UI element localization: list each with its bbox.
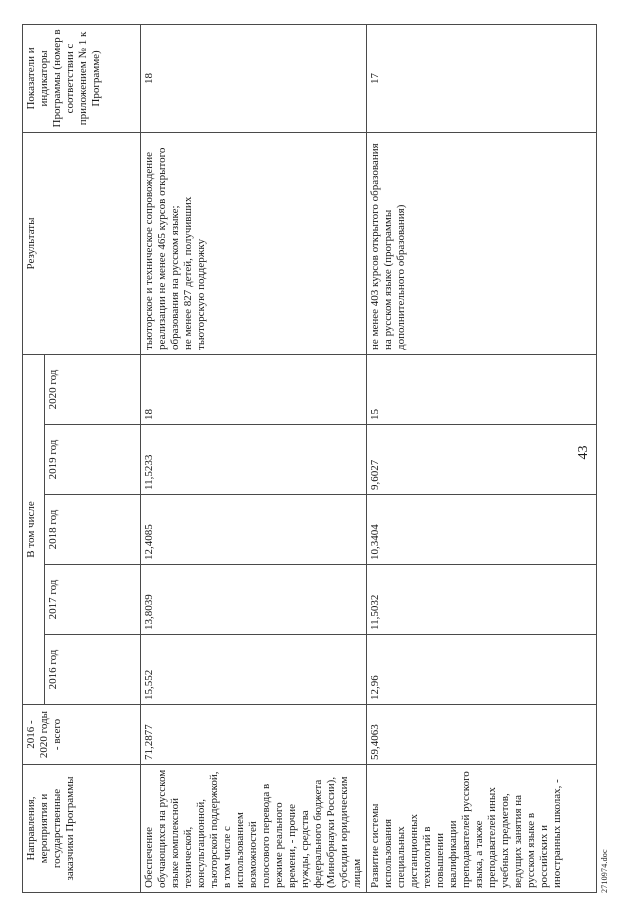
page-number: 43 [576,445,591,460]
header-results: Результаты [23,132,141,354]
row-results: тьюторское и техническое сопровождение реализации не менее 465 курсов открытого образования на русском языке; не менее 827 детей, получивших тьюторскую поддержку [141,132,367,354]
row-2020: 15 [367,354,597,424]
row-2019: 9,6027 [367,425,597,495]
row-direction: Обеспечение обучающихся на русском языке комплексной технической, консультационной, тьюторской поддержкой, в том числе с использованием возможностей голосового перевода в режиме реального времени, - прочие нужды, средства федерального бюджета (Минобрнауки России), субсидии юридическим лицам [141,765,367,893]
program-table [22,24,597,893]
header-including: В том числе [23,354,45,704]
row-2020: 18 [141,354,367,424]
table-row [367,24,597,892]
row-2018: 12,4085 [141,495,367,565]
row-2016: 15,552 [141,635,367,705]
header-2016: 2016 год [45,635,141,705]
document-id: 2710974.doc [600,849,609,893]
row-results: не менее 403 курсов открытого образования на русском языке (программы дополнительного образования) [367,132,597,354]
row-direction: Развитие системы использования специальных дистанционных технологий в повышении квалификации преподавателей русского языка, а также преподавателей иных учебных предметов, ведущих занятия на русском языке в российских и иностранных школах, - [367,765,597,893]
row-2016: 12,96 [367,635,597,705]
row-indicator: 18 [141,24,367,132]
row-2017: 13,8039 [141,565,367,635]
header-2020: 2020 год [45,354,141,424]
row-total: 59,4063 [367,705,597,765]
header-row-1 [23,24,45,892]
header-indicators: Показатели и индикаторы Программы (номер в соответствии с приложением № 1 к Программе) [23,24,141,132]
row-2017: 11,5032 [367,565,597,635]
header-2018: 2018 год [45,495,141,565]
header-total: 2016 - 2020 годы - всего [23,705,141,765]
header-directions: Направления, мероприятия и государственные заказчики Программы [23,765,141,893]
header-2017: 2017 год [45,565,141,635]
table-row [141,24,367,892]
header-2019: 2019 год [45,425,141,495]
row-indicator: 17 [367,24,597,132]
row-2019: 11,5233 [141,425,367,495]
row-2018: 10,3404 [367,495,597,565]
row-total: 71,2877 [141,705,367,765]
